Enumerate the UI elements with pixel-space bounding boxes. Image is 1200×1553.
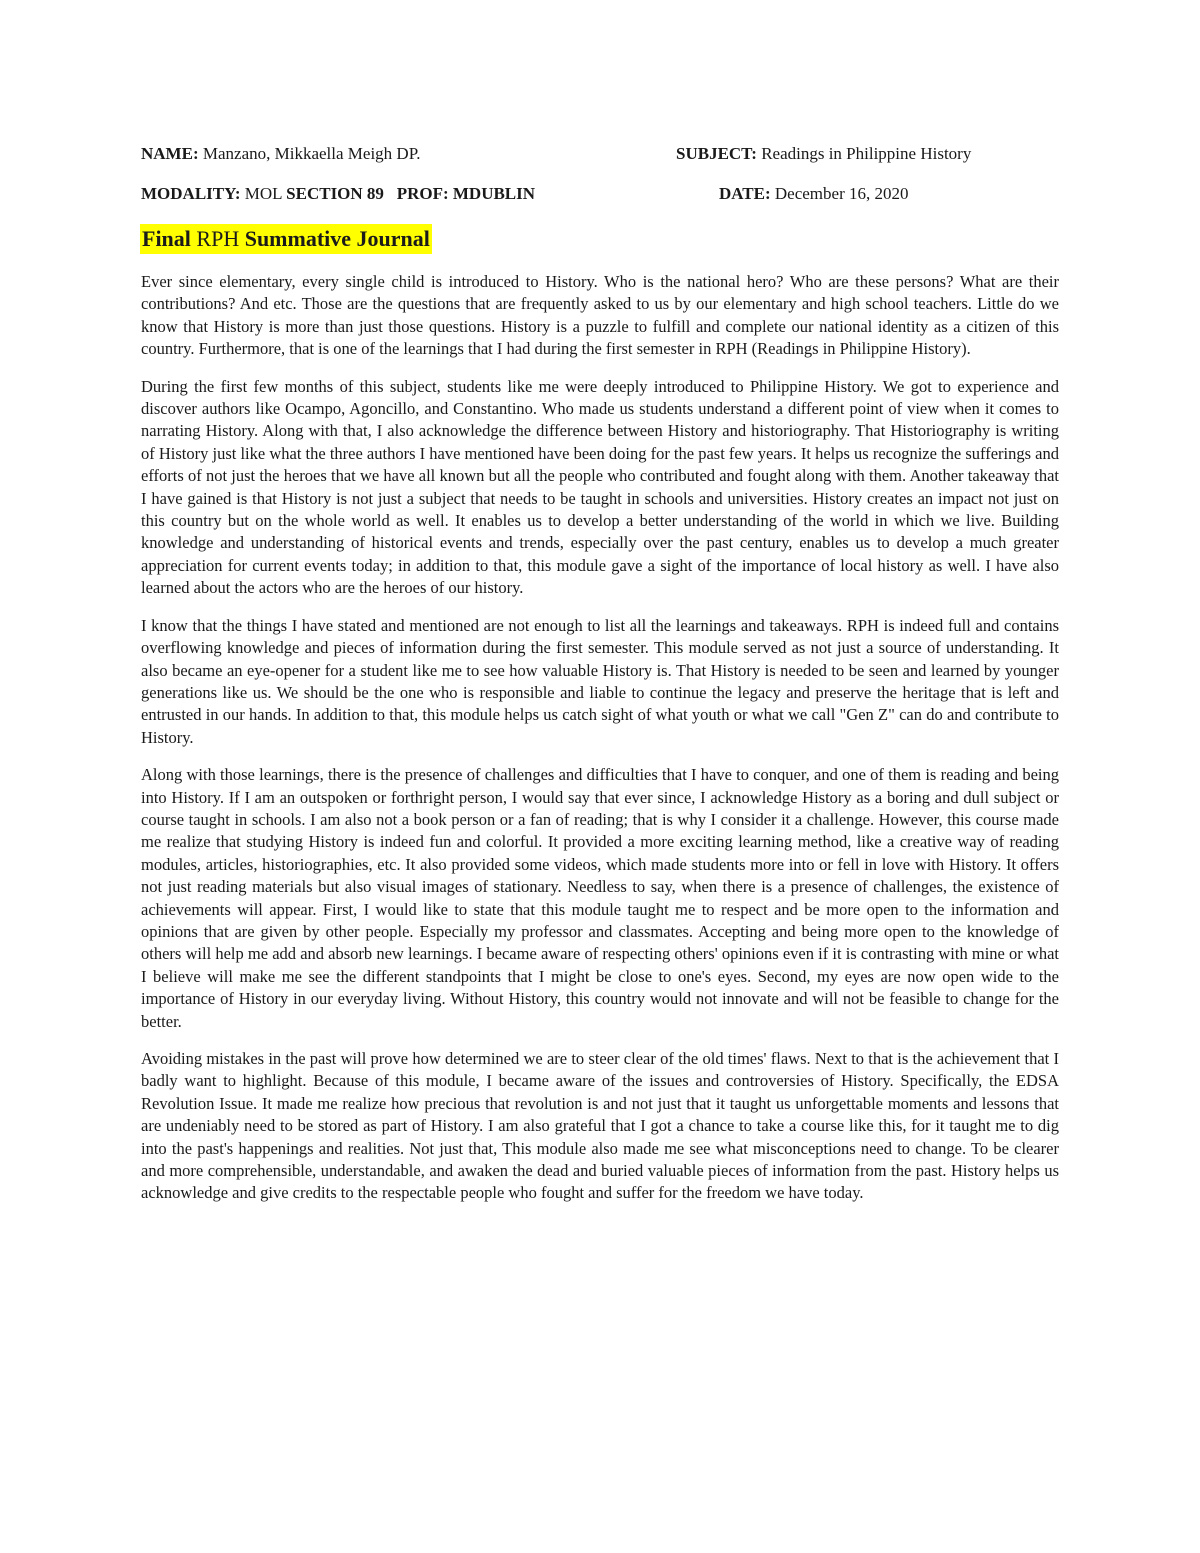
paragraph-3: I know that the things I have stated and mentioned are not enough to list all the learnings and takeaways. RPH is indeed full and contains overflowing knowledge and pieces of information during the first semester. This module served as not just a source of understanding. It also became an eye-opener for a student like me to see how valuable History is. That History is needed to be seen and learned by younger generations like us. We should be the one who is responsible and liable to continue the legacy and preserve the heritage that is left and entrusted in our hands. In addition to that, this module helps us catch sight of what youth or what we call "Gen Z" can do and contribute to History. — [141, 615, 1059, 747]
modality-value: MOL — [244, 184, 282, 203]
subject-value: Readings in Philippine History — [761, 144, 972, 163]
paragraph-5: Avoiding mistakes in the past will prove how determined we are to steer clear of the old times' flaws. Next to that is the achievement that I badly want to highlight. Because of this module, I became aware of the issues and controversies of History. Specifically, the EDSA Revolution Issue. It made me realize how precious that revolution is and not just that it taught us unforgettable moments and lessons that are undeniably need to be stored as part of History. I am also grateful that I got a chance to take a course like this, for it taught me to dig into the past's happenings and realities. Not just that, This module also made me see what misconceptions need to change. To be clearer and more comprehensible, understandable, and awaken the dead and buried valuable pieces of information from the past. History helps us acknowledge and give credits to the respectable people who fought and suffer for the freedom we have today. — [141, 1049, 1059, 1203]
modality-label: MODALITY: — [141, 184, 241, 203]
prof-label: PROF: MDUBLIN — [396, 184, 536, 203]
date-value: December 16, 2020 — [774, 184, 909, 203]
title-part-journal: Summative Journal — [244, 226, 430, 251]
section-label: SECTION 89 — [286, 184, 384, 203]
title-part-rph: RPH — [196, 226, 240, 251]
name-label: NAME: — [141, 144, 199, 163]
subject-label: SUBJECT: — [676, 144, 757, 163]
paragraph-1: Ever since elementary, every single child is introduced to History. Who is the national hero? Who are these persons? What are their contributions? And etc. Those are the questions that are frequently asked to us by our elementary and high school teachers. Little do we know that History is more than just those questions. History is a puzzle to fulfill and complete our national identity as a citizen of this country. Furthermore, that is one of the learnings that I had during the first semester in RPH (Readings in Philippine History). — [141, 272, 1059, 359]
date-label: DATE: — [719, 184, 771, 203]
journal-body — [141, 271, 1059, 1220]
document-title — [140, 224, 432, 254]
header-row-modality-date — [141, 183, 1061, 205]
paragraph-4: Along with those learnings, there is the presence of challenges and difficulties that I have to conquer, and one of them is reading and being into History. If I am an outspoken or forthright person, I would say that ever since, I acknowledge History as a boring and dull subject or course taught in schools. I am also not a book person or a fan of reading; that is why I consider it a challenge. However, this course made me realize that studying History is indeed fun and colorful. It provided a more exciting learning method, like a creative way of reading modules, articles, historiographies, etc. It also provided some videos, which made students more into or fell in love with History. It offers not just reading materials but also visual images of stationary. Needless to say, when there is a presence of challenges, the existence of achievements will appear. First, I would like to state that this module taught me to respect and be more open to the information and opinions that are given by other people. Especially my professor and classmates. Accepting and being more open to the knowledge of others will help me add and absorb new learnings. I became aware of respecting others' opinions even if it is contrasting with mine or what I believe will make me see the different standpoints that I might be close to one's eyes. Second, my eyes are now open wide to the importance of History in our everyday living. Without History, this country would not innovate and will not be feasible to change for the better. — [141, 765, 1059, 1031]
header-row-name-subject — [141, 143, 1061, 165]
modality-field — [141, 184, 535, 203]
paragraph-2: During the first few months of this subject, students like me were deeply introduced to Philippine History. We got to experience and discover authors like Ocampo, Agoncillo, and Constantino. Who made us students understand a different point of view when it comes to narrating History. Along with that, I also acknowledge the difference between History and historiography. That Historiography is writing of History just like what the three authors I have mentioned have been doing for the past few years. It helps us recognize the sufferings and efforts of not just the heroes that we have all known but all the people who contributed and fought along with them. Another takeaway that I have gained is that History is not just a subject that needs to be taught in schools and universities. History creates an impact not just on this country but on the whole world as well. It enables us to develop a better understanding of the world in which we live. Building knowledge and understanding of historical events and trends, especially over the past century, enables us to develop a much greater appreciation for current events today; in addition to that, this module gave a sight of the importance of local history as well. I have also learned about the actors who are the heroes of our history. — [141, 376, 1059, 598]
date-field — [719, 183, 908, 205]
title-part-final: Final — [142, 226, 191, 251]
name-field — [141, 144, 421, 163]
name-value: Manzano, Mikkaella Meigh DP. — [202, 144, 421, 163]
subject-field — [676, 143, 971, 165]
